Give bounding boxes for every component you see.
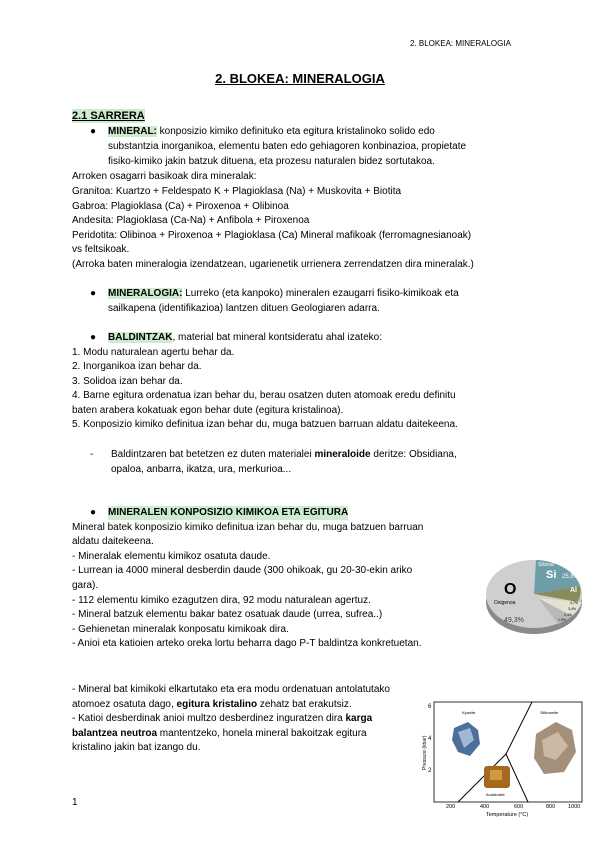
condition-item: 4. Barne egitura ordenatua izan behar du, berau osatzen duten atomoak eredu definitu — [72, 390, 456, 401]
phase-diagram-graphic — [420, 700, 584, 818]
structure-line — [72, 698, 352, 712]
condition-item: 3. Solidoa izan behar da. — [72, 376, 183, 387]
andalusite-label: Andalusite — [486, 792, 505, 797]
composition-point: - Lurrean ia 4000 mineral desberdin daude (300 ohikoak, gu 20-30-ekin ariko — [72, 565, 413, 576]
x-axis-label: Temperature (°C) — [486, 812, 529, 818]
dash-bullet: - — [90, 449, 94, 460]
mineralogia-def-line: sailkapena (identifikazioa) lantzen dituen Geologiaren adarra. — [108, 303, 380, 314]
composition-point: - 112 elementu kimiko ezagutzen dira, 92 modu naturalean agertuz. — [72, 595, 371, 606]
mineraloid-term: mineraloide — [314, 449, 371, 460]
structure-line — [72, 727, 367, 741]
x-tick-label: 200 — [446, 804, 456, 810]
rock-line: (Arroka baten mineralogia izendatzean, ugarienetik urrienera zerrendatzen dira mineralak.) — [72, 259, 474, 270]
condition-item: 2. Inorganikoa izan behar da. — [72, 361, 202, 372]
baldintzak-intro — [108, 331, 382, 345]
mineraloid-note-line: opaloa, anbarra, ikatza, ura, merkurioa... — [111, 464, 292, 475]
x-tick-label: 600 — [514, 804, 524, 810]
bullet: ● — [90, 288, 97, 299]
composition-point: - Anioi eta katioien arteko oreka lortu beharra dago P-T baldintza konkretuetan. — [72, 638, 422, 649]
condition-item: baten arabera kokatuak egon behar dute (egitura kristalinoa). — [72, 405, 344, 416]
bullet: ● — [90, 126, 97, 137]
y-axis-label: Pressure (kbar) — [422, 735, 428, 770]
structure-line: - Mineral bat kimikoki elkartutako eta era modu ordenatuan antolatutako — [72, 684, 390, 695]
structure-text: mantentzeko, honela mineral bakoitzak egitura — [157, 728, 367, 739]
structure-line: kristalino jakin bat izango du. — [72, 742, 201, 753]
mineralogia-term: MINERALOGIA: — [108, 288, 183, 299]
composition-point: - Gehienetan mineralak konposatu kimikoak dira. — [72, 624, 289, 635]
bullet: ● — [90, 507, 97, 518]
mineraloid-note — [111, 448, 457, 462]
y-tick-label: 2 — [428, 768, 432, 774]
structure-bold: balantzea neutroa — [72, 728, 158, 739]
x-tick-label: 400 — [480, 804, 490, 810]
andalusite-specimen-highlight — [490, 770, 502, 780]
pie-oxygen-value: 49,3% — [504, 617, 524, 624]
pie-silicon-symbol: Si — [546, 569, 557, 581]
mineral-term: MINERAL: — [108, 126, 157, 137]
rock-line: vs feltsikoak. — [72, 244, 130, 255]
element-abundance-pie — [484, 540, 588, 636]
rock-line: Granitoa: Kuartzo + Feldespato K + Plagioklasa (Na) + Muskovita + Biotita — [72, 186, 402, 197]
pie-small-value: 1,9% — [558, 618, 566, 622]
page-title: 2. BLOKEA: MINERALOGIA — [215, 71, 385, 86]
running-header: 2. BLOKEA: MINERALOGIA — [410, 39, 511, 48]
structure-bold: egitura kristalino — [176, 699, 258, 710]
baldintzak-term: BALDINTZAK — [108, 332, 173, 343]
y-tick-label: 6 — [428, 704, 432, 710]
mineraloid-note-text: deritze: Obsidiana, — [370, 449, 457, 460]
x-tick-label: 800 — [546, 804, 556, 810]
kyanite-label: Kyanite — [462, 710, 476, 715]
composition-point: - Mineralak elementu kimikoz osatuta daude. — [72, 551, 271, 562]
pie-silicon-label: Silizioa — [538, 562, 554, 568]
y-tick-label: 4 — [428, 736, 432, 742]
phase-diagram — [420, 700, 584, 818]
condition-item: 1. Modu naturalean agertu behar da. — [72, 347, 235, 358]
sillimanite-label: Sillimanite — [540, 710, 559, 715]
pie-small-value: 2,4% — [564, 613, 572, 617]
rock-line: Gabroa: Plagioklasa (Ca) + Piroxenoa + Olibinoa — [72, 201, 289, 212]
rock-line: Andesita: Plagioklasa (Ca-Na) + Anfibola + Piroxenoa — [72, 215, 310, 226]
composition-intro: aldatu daitekeena. — [72, 536, 154, 547]
mineral-def-line: konposizio kimiko definituko eta egitura kristalinoko solido edo — [156, 126, 435, 137]
composition-intro: Mineral batek konposizio kimiko definitua izan behar du, muga batzuen barruan — [72, 522, 424, 533]
pie-silicon-value: 25,8% — [562, 574, 580, 580]
mineral-def-line: fisiko-kimiko jakin batzuk dituena, eta prozesu naturalen bidez sortutakoa. — [108, 156, 435, 167]
mineraloid-note-text: Baldintzaren bat betetzen ez duten materialei — [111, 449, 315, 460]
mineral-definition — [108, 125, 435, 139]
mineral-def-line: substantzia inorganikoa, elementu baten edo gehiagoren konbinazioa, propietate — [108, 141, 467, 152]
composition-point: - Mineral batzuk elementu bakar batez osatuak daude (urrea, sufrea..) — [72, 609, 383, 620]
pie-small-value: 4,7% — [570, 601, 578, 605]
structure-text: zehatz bat erakutsiz. — [257, 699, 352, 710]
rock-line: Peridotita: Olibinoa + Piroxenoa + Plagioklasa (Ca) Mineral mafikoak (ferromagnesianoak) — [72, 230, 472, 241]
composition-point: gara). — [72, 580, 99, 591]
rocks-intro: Arroken osagarri basikoak dira mineralak: — [72, 171, 257, 182]
structure-text: - Katioi desberdinak anioi multzo desberdinez inguratzen dira — [72, 713, 346, 724]
composition-heading: MINERALEN KONPOSIZIO KIMIKOA ETA EGITURA — [108, 507, 349, 518]
page-number: 1 — [72, 797, 78, 808]
mineralogia-definition — [108, 287, 459, 301]
structure-line — [72, 712, 372, 726]
structure-bold: karga — [345, 713, 373, 724]
pie-graphic — [484, 540, 588, 636]
structure-text: atomoez osatuta dago, — [72, 699, 177, 710]
bullet: ● — [90, 332, 97, 343]
x-tick-label: 1000 — [568, 804, 581, 810]
condition-item: 5. Konposizio kimiko definitua izan behar du, muga batzuen barruan aldatu daitekeena. — [72, 419, 458, 430]
baldintzak-intro-text: , material bat mineral kontsideratu ahal izateko: — [172, 332, 382, 343]
pie-oxygen-symbol: O — [504, 581, 517, 598]
mineralogia-def-line: Lurreko (eta kanpoko) mineralen ezaugarri fisiko-kimikoak eta — [182, 288, 459, 299]
pie-aluminium-symbol: Al — [570, 587, 577, 594]
pie-small-value: 3,4% — [568, 607, 576, 611]
pie-oxygen-label: Oxigenoa — [494, 600, 516, 606]
section-heading: 2.1 SARRERA — [72, 110, 145, 122]
